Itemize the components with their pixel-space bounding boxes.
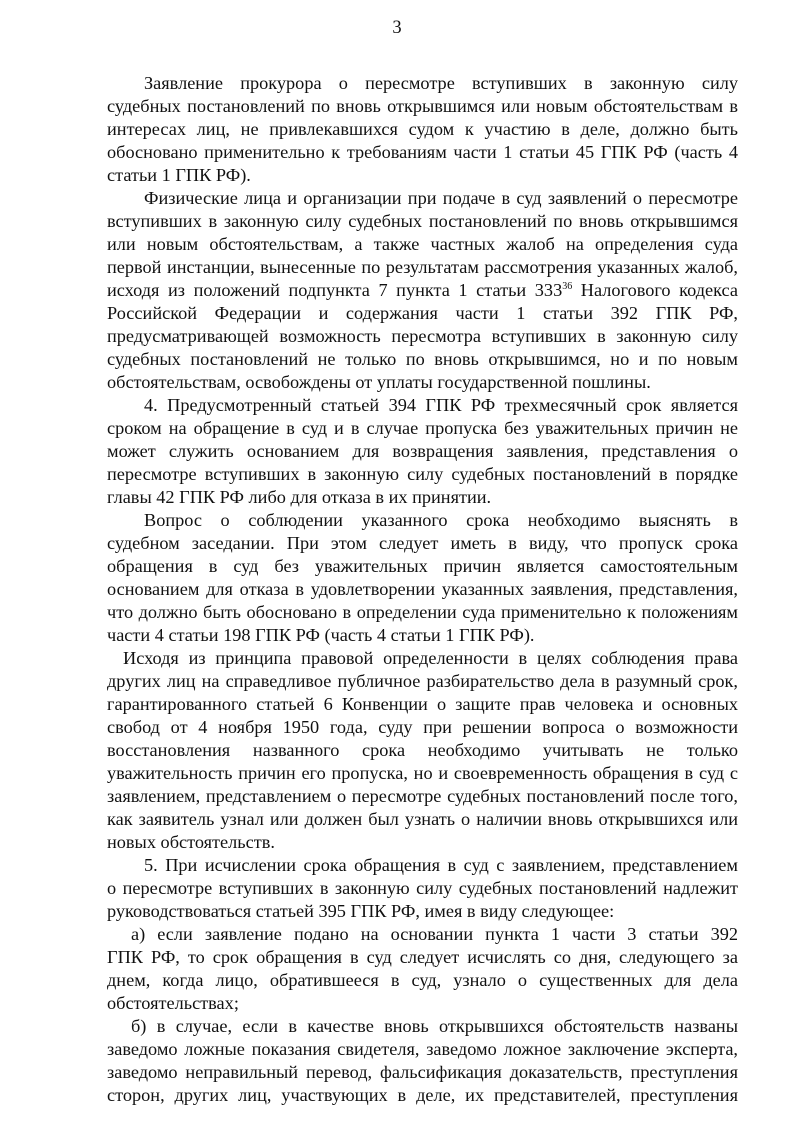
text-segment: исходя из положений подпункта 7 пункта 1 статьи 333 (107, 280, 563, 300)
text-line: восстановления названного срока необходимо учитывать не только (107, 740, 738, 760)
text-line: обосновано применительно к требованиям части 1 статьи 45 ГПК РФ (часть 4 (107, 142, 738, 162)
paragraph (107, 187, 738, 394)
text-line: Заявление прокурора о пересмотре вступивших в законную силу (144, 73, 738, 93)
text-line: Российской Федерации и содержания части 1 статьи 392 ГПК РФ, (107, 303, 738, 323)
text-line: б) в случае, если в качестве вновь открывшихся обстоятельств названы (131, 1016, 738, 1036)
text-line: 5. При исчислении срока обращения в суд с заявлением, представлением (144, 855, 738, 875)
text-line: уважительность причин его пропуска, но и своевременность обращения в суд с (107, 763, 738, 783)
text-line: днем, когда лицо, обратившееся в суд, узнало о существенных для дела (107, 970, 738, 990)
text-line: что должно быть обосновано в определении суда применительно к положениям (107, 602, 738, 622)
text-line: сроком на обращение в суд и в случае пропуска без уважительных причин не (107, 418, 738, 438)
paragraph (107, 923, 738, 1015)
text-line: первой инстанции, вынесенные по результатам рассмотрения указанных жалоб, (107, 257, 738, 277)
paragraph (107, 72, 738, 187)
paragraph (107, 394, 738, 509)
text-segment: Налогового кодекса (572, 280, 738, 300)
text-line (107, 279, 738, 302)
text-line: сторон, других лиц, участвующих в деле, их представителей, преступления (107, 1085, 738, 1105)
text-line: главы 42 ГПК РФ либо для отказа в их принятии. (107, 487, 492, 507)
text-line: заведомо неправильный перевод, фальсификация доказательств, преступления (107, 1062, 738, 1082)
paragraph (107, 647, 738, 854)
text-line: вступивших в законную силу судебных постановлений по вновь открывшимся (107, 211, 738, 231)
text-line: судебном заседании. При этом следует иметь в виду, что пропуск срока (107, 533, 738, 553)
paragraph (107, 1015, 738, 1107)
text-line: статьи 1 ГПК РФ). (107, 165, 251, 185)
text-line: заявлением, представлением о пересмотре судебных постановлений после того, (107, 786, 738, 806)
text-line: основанием для отказа в удовлетворении указанных заявления, представления, (107, 579, 738, 599)
text-line: руководствоваться статьей 395 ГПК РФ, имея в виду следующее: (107, 901, 615, 921)
paragraph (107, 854, 738, 923)
text-line: обстоятельствах; (107, 993, 239, 1013)
text-line: других лиц на справедливое публичное разбирательство дела в разумный срок, (107, 671, 738, 691)
text-line: гарантированного статьей 6 Конвенции о защите прав человека и основных (107, 694, 738, 714)
text-line: Вопрос о соблюдении указанного срока необходимо выяснять в (144, 510, 738, 530)
text-line: интересах лиц, не привлекавшихся судом к участию в деле, должно быть (107, 119, 738, 139)
text-line: обстоятельствам, освобождены от уплаты государственной пошлины. (107, 372, 651, 392)
text-line: судебных постановлений по вновь открывшимся или новым обстоятельствам в (107, 96, 738, 116)
text-line: Исходя из принципа правовой определенности в целях соблюдения права (123, 648, 738, 668)
text-line: Физические лица и организации при подаче в суд заявлений о пересмотре (144, 188, 738, 208)
text-line: предусматривающей возможность пересмотра вступивших в законную силу (107, 326, 738, 346)
text-line: заведомо ложные показания свидетеля, заведомо ложное заключение эксперта, (107, 1039, 738, 1059)
text-line: о пересмотре вступивших в законную силу судебных постановлений надлежит (107, 878, 738, 898)
text-line: может служить основанием для возвращения заявления, представления о (107, 441, 738, 461)
text-line: ГПК РФ, то срок обращения в суд следует исчислять со дня, следующего за (107, 947, 738, 967)
text-line: судебных постановлений не только по вновь открывшимся, но и по новым (107, 349, 738, 369)
text-line: части 4 статьи 198 ГПК РФ (часть 4 статьи 1 ГПК РФ). (107, 625, 535, 645)
superscript: 36 (562, 281, 573, 292)
text-line: 4. Предусмотренный статьей 394 ГПК РФ трехмесячный срок является (144, 395, 738, 415)
text-line: обращения в суд без уважительных причин является самостоятельным (107, 556, 738, 576)
document-body (107, 72, 738, 1107)
text-line: или новым обстоятельствам, а также частных жалоб на определения суда (107, 234, 738, 254)
text-line: пересмотре вступивших в законную силу судебных постановлений в порядке (107, 464, 738, 484)
text-line: новых обстоятельств. (107, 832, 275, 852)
text-line: как заявитель узнал или должен был узнать о наличии вновь открывшихся или (107, 809, 738, 829)
text-line: свобод от 4 ноября 1950 года, суду при решении вопроса о возможности (107, 717, 738, 737)
page-number: 3 (392, 18, 402, 38)
text-line: а) если заявление подано на основании пункта 1 части 3 статьи 392 (131, 924, 738, 944)
paragraph (107, 509, 738, 647)
